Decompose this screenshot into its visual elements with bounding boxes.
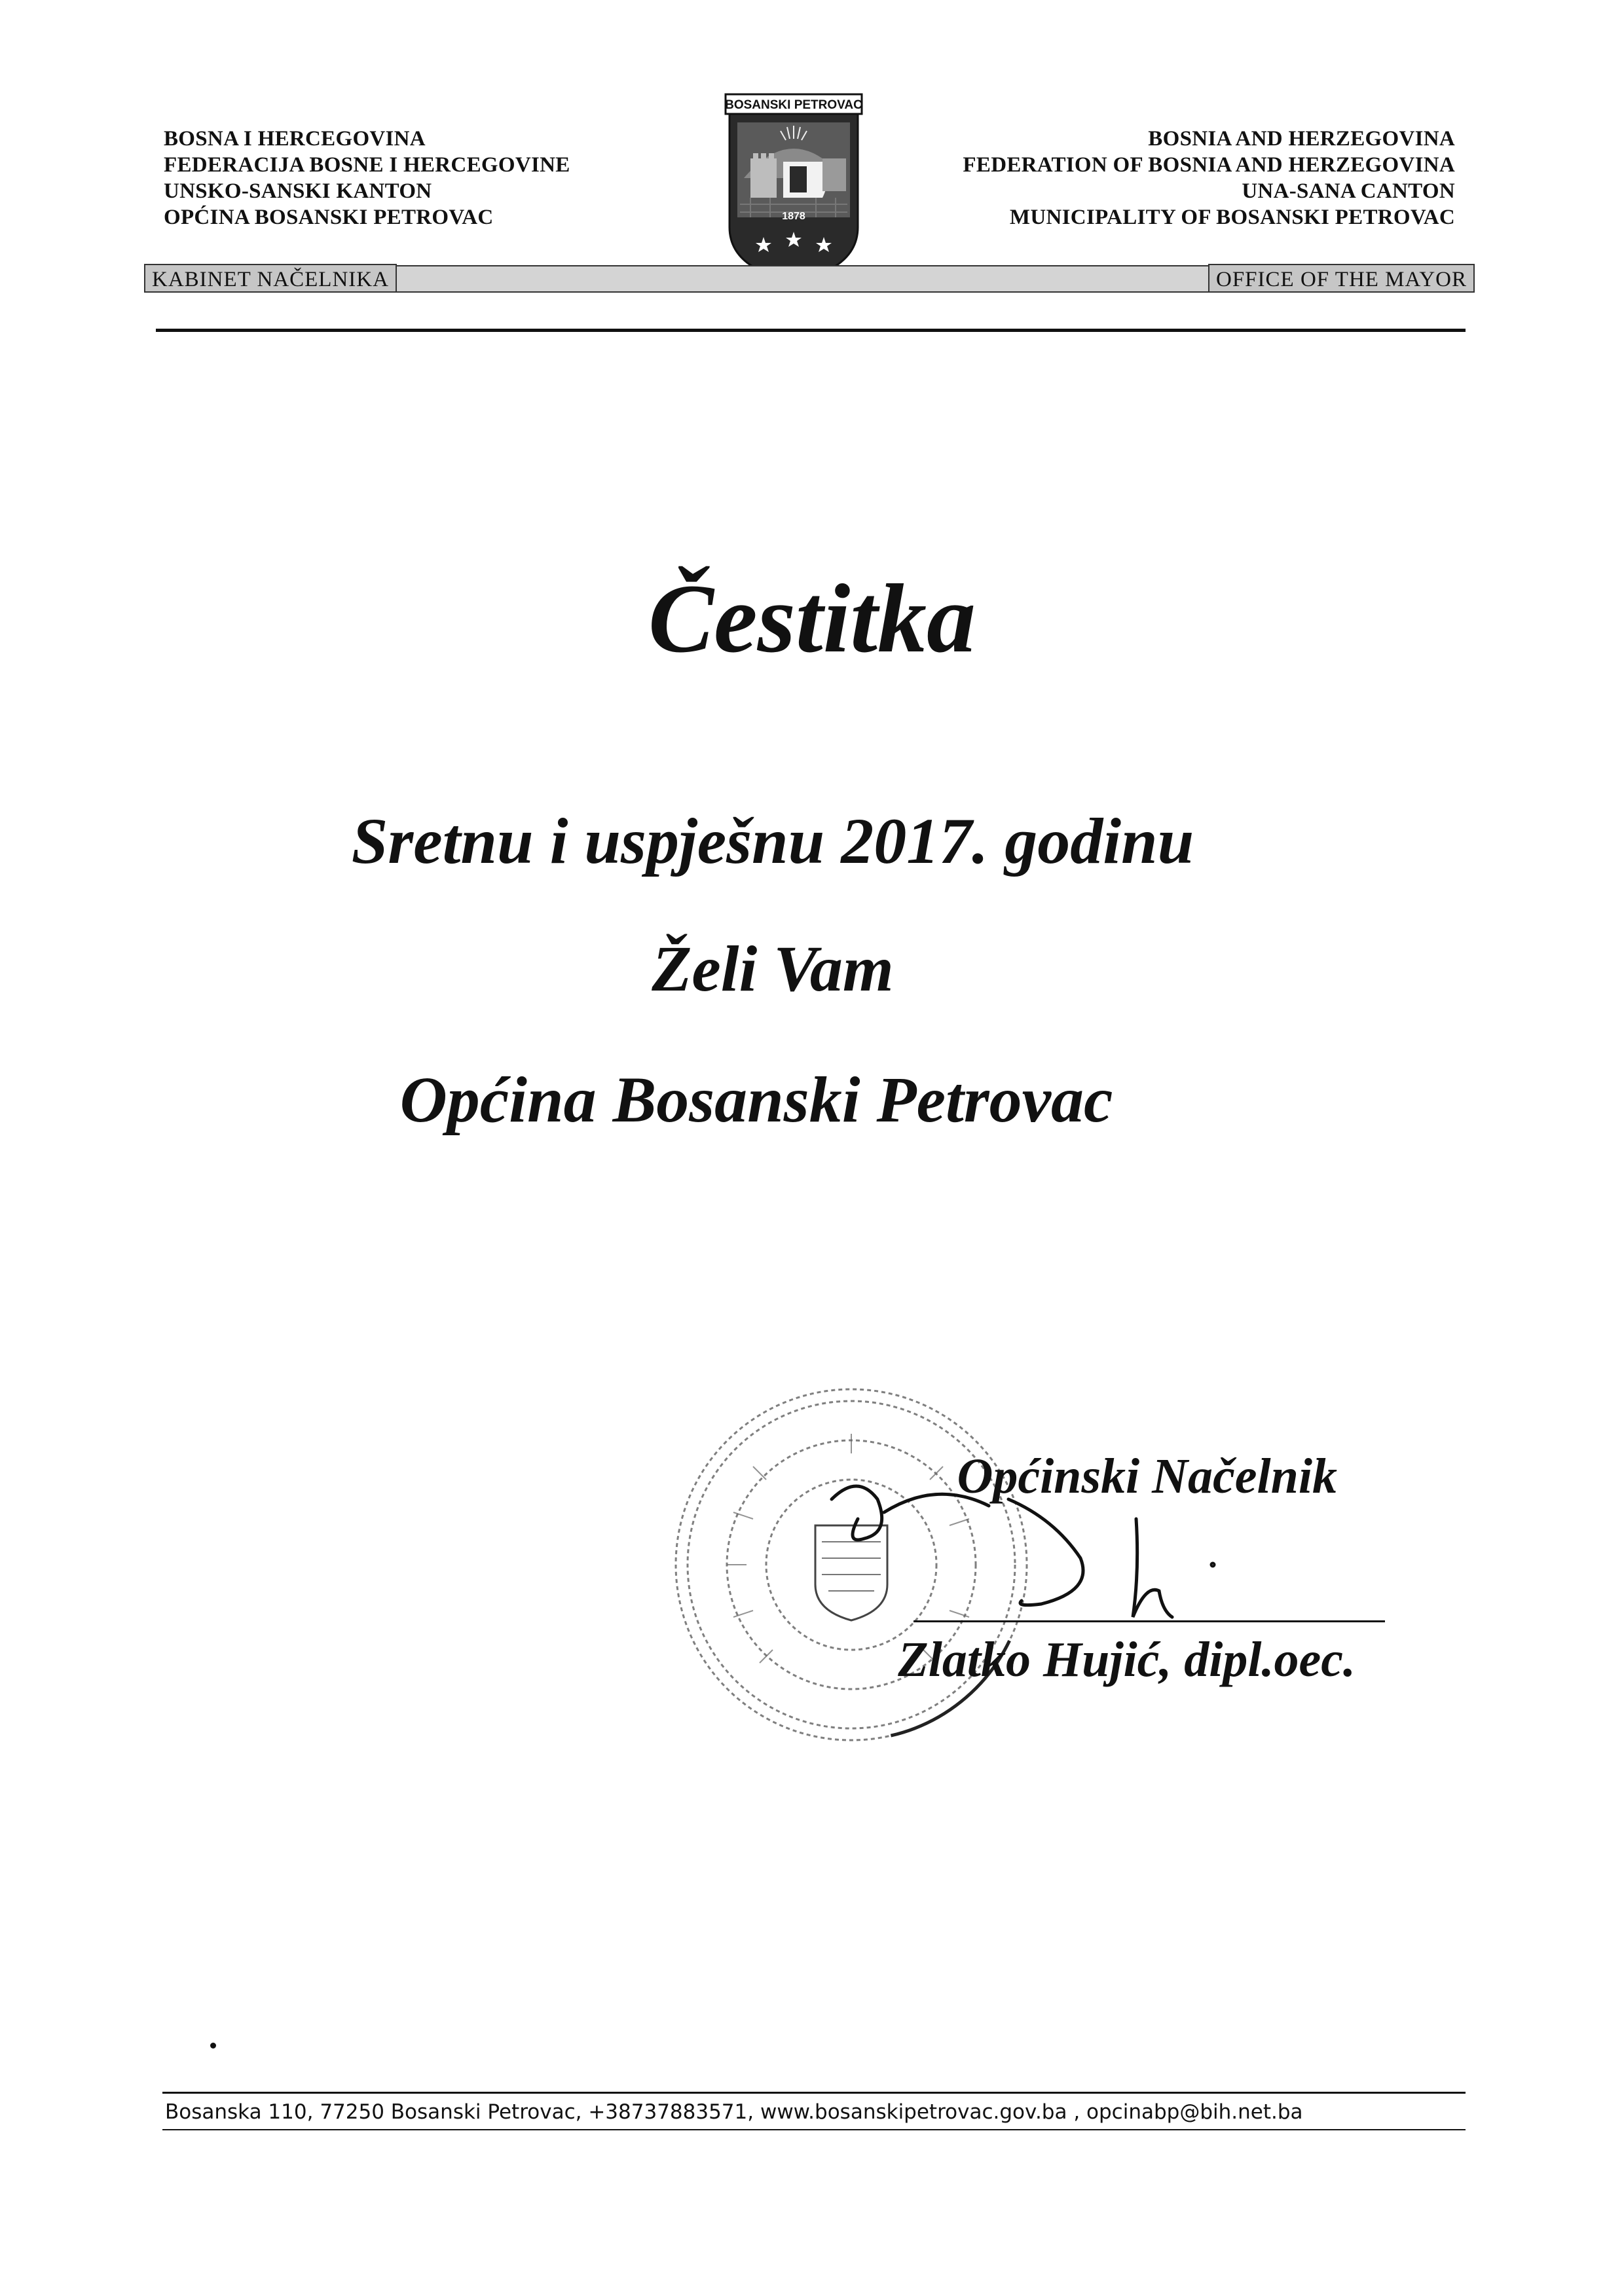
- header-divider: [156, 329, 1466, 332]
- signatory-title: Općinski Načelnik: [957, 1449, 1337, 1504]
- header-right-line: FEDERATION OF BOSNIA AND HERZEGOVINA: [963, 153, 1455, 177]
- crest-banner-text: BOSANSKI PETROVAC: [725, 98, 862, 112]
- stray-mark: [210, 2043, 216, 2049]
- document-title: Čestitka: [648, 564, 976, 673]
- header-left-line: UNSKO-SANSKI KANTON: [164, 179, 432, 203]
- header-left-block: [164, 126, 570, 230]
- header-right-line: UNA-SANA CANTON: [1242, 179, 1455, 203]
- header-right-line: BOSNIA AND HERZEGOVINA: [1148, 127, 1455, 151]
- header-right-block: [963, 126, 1455, 230]
- header-left-line: BOSNA I HERCEGOVINA: [164, 127, 426, 151]
- greeting-line-1: Sretnu i uspješnu 2017. godinu: [351, 805, 1194, 877]
- signature-line: [913, 1620, 1385, 1622]
- signatory-name: Zlatko Hujić, dipl.oec.: [898, 1632, 1356, 1687]
- footer-contact: Bosanska 110, 77250 Bosanski Petrovac, +38737883571, www.bosanskipetrovac.gov.ba , opcinabp@bih.net.ba: [165, 2100, 1303, 2124]
- greeting-line-3: Općina Bosanski Petrovac: [399, 1063, 1113, 1136]
- header-left-line: FEDERACIJA BOSNE I HERCEGOVINE: [164, 153, 570, 177]
- footer-divider-top: [162, 2092, 1466, 2094]
- office-label-right: OFFICE OF THE MAYOR: [1208, 264, 1475, 293]
- footer-divider-bottom: [162, 2129, 1466, 2130]
- crest-year-text: 1878: [782, 211, 805, 222]
- header-left-line: OPĆINA BOSANSKI PETROVAC: [164, 206, 494, 229]
- greeting-line-2: Želi Vam: [652, 932, 894, 1005]
- municipality-crest-icon: [724, 93, 863, 284]
- office-label-left: KABINET NAČELNIKA: [144, 264, 397, 293]
- header-right-line: MUNICIPALITY OF BOSANSKI PETROVAC: [1009, 206, 1455, 229]
